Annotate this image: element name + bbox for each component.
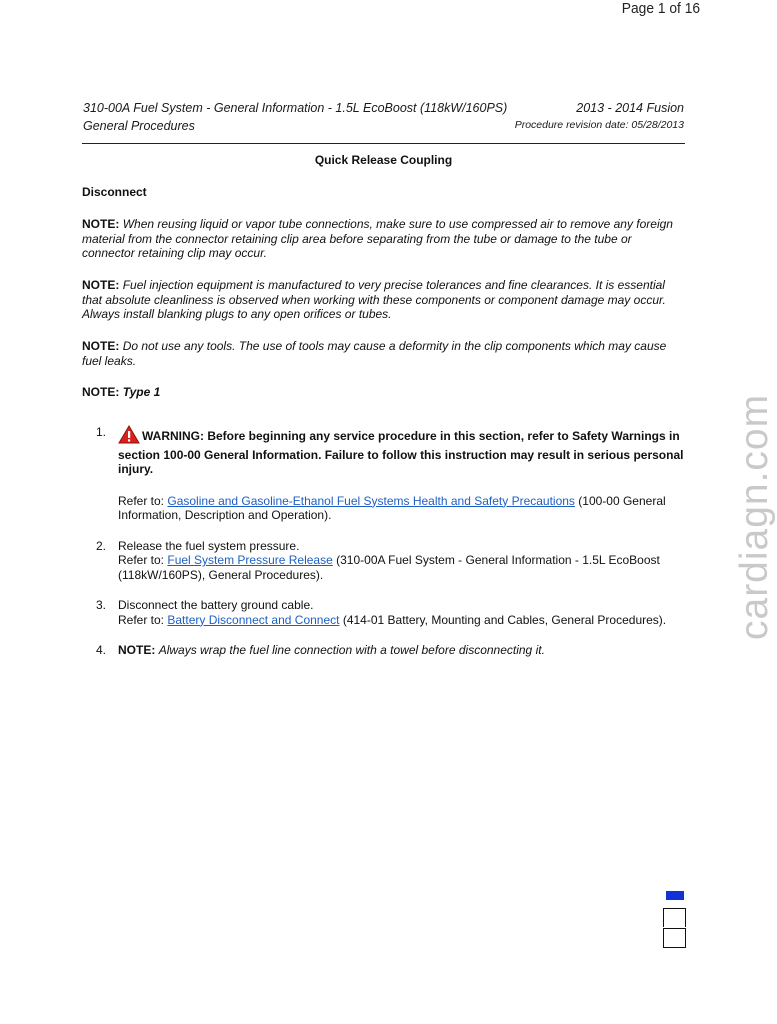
- step-text: Release the fuel system pressure.: [118, 538, 300, 553]
- step-number: 3.: [96, 598, 107, 612]
- refer-suffix: (310-00A Fuel System - General Information - 1.5L EcoBoost (118kW/160PS), General Procedures).: [118, 553, 660, 582]
- note-3: [82, 339, 685, 368]
- warning-text: [118, 425, 686, 477]
- refer-suffix: (100-00 General Information, Description and Operation).: [118, 493, 666, 522]
- procedure-title: Quick Release Coupling: [314, 153, 453, 167]
- step-item: [96, 425, 686, 523]
- note-2: [82, 278, 685, 322]
- refer-suffix: (414-01 Battery, Mounting and Cables, General Procedures).: [342, 612, 667, 627]
- step-text: Always wrap the fuel line connection with a towel before disconnecting it.: [158, 643, 545, 657]
- warning-triangle-icon: [118, 425, 140, 448]
- step-item: [96, 598, 686, 627]
- vehicle-model: 2013 - 2014 Fusion: [576, 101, 684, 115]
- warning-message: WARNING: Before beginning any service procedure in this section, refer to Safety Warnings in section 100-00 General Information. Failure to follow this instruction may result in serious personal injury.: [118, 429, 684, 476]
- header-divider: [82, 143, 685, 144]
- procedure-category: General Procedures: [83, 119, 195, 133]
- battery-disconnect-link[interactable]: Battery Disconnect and Connect: [167, 612, 340, 627]
- note-text: When reusing liquid or vapor tube connections, make sure to use compressed air to remove any foreign material from the connector retaining clip area before separating from the tube or damage to the tube or connector retaining clip may occur.: [82, 217, 673, 260]
- manual-section-title: 310-00A Fuel System - General Information - 1.5L EcoBoost (118kW/160PS): [83, 101, 508, 115]
- refer-prefix: Refer to:: [118, 493, 165, 508]
- note-label: NOTE:: [82, 217, 120, 231]
- figure-stub-box: [663, 928, 686, 948]
- note-label: NOTE:: [82, 278, 120, 292]
- figure-stub-marker: [666, 891, 684, 900]
- watermark: cardiagn.com: [733, 393, 776, 640]
- note-label: NOTE:: [118, 643, 156, 657]
- note-label: NOTE:: [82, 385, 120, 399]
- refer-prefix: Refer to:: [118, 553, 165, 567]
- revision-date: Procedure revision date: 05/28/2013: [514, 119, 684, 131]
- step-number: 1.: [96, 425, 107, 439]
- note-1: [82, 217, 685, 261]
- reference-line: [118, 553, 686, 582]
- step-item: [96, 539, 686, 583]
- page-number: Page 1 of 16: [621, 0, 700, 17]
- note-4: [82, 385, 685, 400]
- step-number: 4.: [96, 643, 107, 657]
- note-text: Do not use any tools. The use of tools may cause a deformity in the clip components which may cause fuel leaks.: [82, 339, 667, 368]
- figure-stub-box: [663, 908, 686, 927]
- step-number: 2.: [96, 538, 107, 553]
- step-text: Disconnect the battery ground cable.: [118, 598, 314, 612]
- step-note: [118, 643, 686, 658]
- note-label: NOTE:: [82, 339, 120, 353]
- note-text: Fuel injection equipment is manufactured to very precise tolerances and fine clearances. It is essential that absolute cleanliness is observed when working with these components or component damage may occur. Always install blanking plugs to any open orifices or tubes.: [82, 278, 666, 321]
- reference-line: [118, 494, 686, 523]
- note-text: Type 1: [122, 385, 161, 399]
- step-item: [96, 643, 686, 658]
- reference-line: [118, 613, 686, 628]
- health-safety-precautions-link[interactable]: Gasoline and Gasoline-Ethanol Fuel Systems Health and Safety Precautions: [167, 493, 575, 508]
- procedure-steps: [96, 425, 686, 674]
- refer-prefix: Refer to:: [118, 612, 165, 627]
- fuel-pressure-release-link[interactable]: Fuel System Pressure Release: [167, 553, 333, 567]
- procedure-subheading: Disconnect: [82, 185, 147, 199]
